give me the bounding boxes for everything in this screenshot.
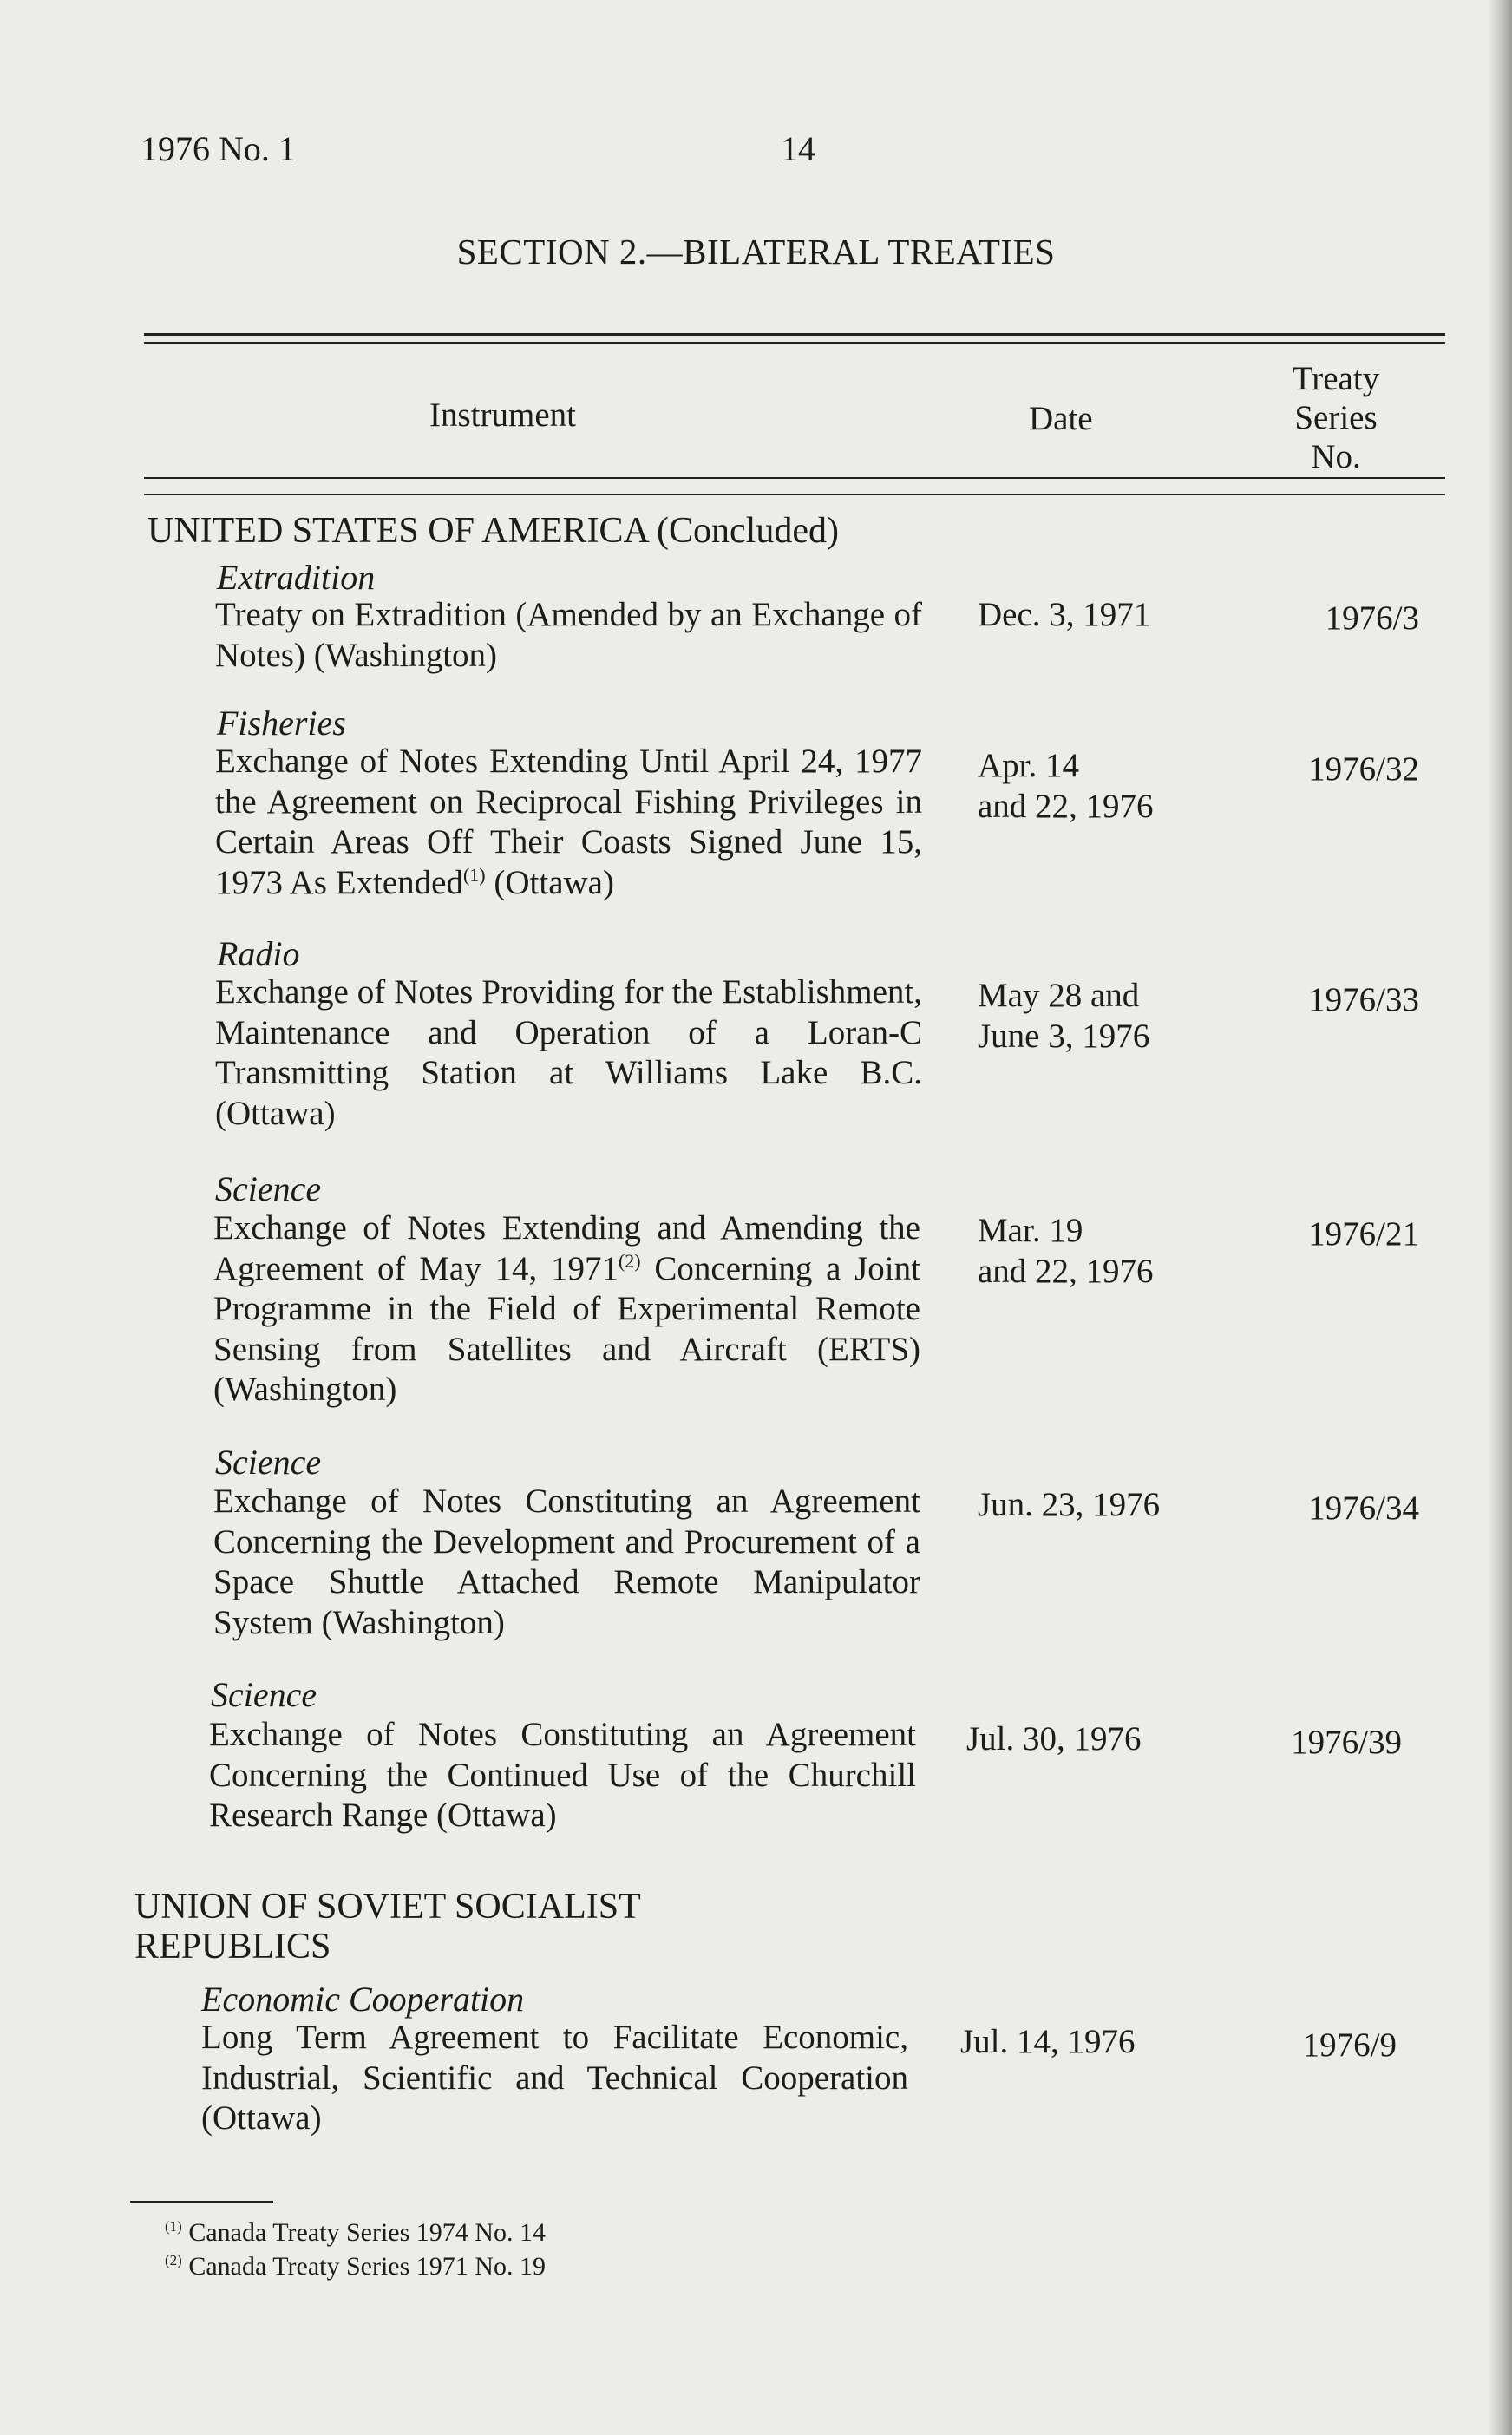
treaty-title-text: (Ottawa) xyxy=(485,863,614,901)
footnote-text: Canada Treaty Series 1974 No. 14 xyxy=(181,2218,546,2247)
treaty-title: Long Term Agreement to Facilitate Economic, Industrial, Scientific and Technical Cooperation (Ottawa) xyxy=(201,2019,908,2137)
treaty-date: Apr. 14 and 22, 1976 xyxy=(978,747,1154,825)
treaty-series-number: 1976/3 xyxy=(1325,599,1419,637)
header-rule-top-double xyxy=(144,342,1445,344)
header-rule-bottom xyxy=(144,477,1445,479)
treaty-date: Dec. 3, 1971 xyxy=(978,596,1151,633)
treaty-title xyxy=(215,742,922,903)
treaty-series-number: 1976/9 xyxy=(1302,2026,1397,2064)
section-title: SECTION 2.—BILATERAL TREATIES xyxy=(456,232,1056,272)
header-rule-bottom-double xyxy=(144,494,1445,495)
footnote xyxy=(165,2252,546,2281)
country-heading-line: REPUBLICS xyxy=(134,1927,331,1967)
category-heading: Fisheries xyxy=(217,704,346,743)
treaty-series-number: 1976/21 xyxy=(1308,1215,1419,1253)
treaty-title-text: Exchange of Notes Extending and Amending the Agreement of May 14, 1971 xyxy=(213,1209,920,1287)
footnote-marker: (1) xyxy=(165,2218,182,2235)
country-heading: UNITED STATES OF AMERICA (Concluded) xyxy=(147,511,839,551)
country-heading-line: UNION OF SOVIET SOCIALIST xyxy=(134,1887,641,1927)
document-reference: 1976 No. 1 xyxy=(141,129,296,168)
footnote-marker: (2) xyxy=(165,2252,182,2268)
treaty-title: Exchange of Notes Providing for the Establishment, Maintenance and Operation of a Loran-C Transmitting Station at Williams Lake B.C. (Ottawa) xyxy=(215,973,922,1132)
category-heading: Science xyxy=(211,1675,317,1714)
treaty-date: Jun. 23, 1976 xyxy=(978,1486,1161,1523)
footnote-text: Canada Treaty Series 1971 No. 19 xyxy=(181,2252,546,2281)
category-heading: Science xyxy=(215,1169,322,1208)
header-rule-top xyxy=(144,333,1445,336)
treaty-date: Jul. 30, 1976 xyxy=(966,1720,1142,1758)
treaty-series-number: 1976/32 xyxy=(1308,750,1419,788)
treaty-title xyxy=(213,1208,920,1411)
footnote-reference: (1) xyxy=(462,863,486,886)
treaty-date: Jul. 14, 1976 xyxy=(960,2023,1136,2060)
footnote-rule xyxy=(130,2201,273,2203)
footnote-reference: (2) xyxy=(618,1249,641,1272)
category-heading: Science xyxy=(215,1443,322,1482)
country-heading xyxy=(134,1887,641,1967)
treaty-title: Exchange of Notes Constituting an Agreement Concerning the Continued Use of the Churchill Research Range (Ottawa) xyxy=(209,1716,916,1834)
series-header-line: No. xyxy=(1311,438,1361,475)
category-heading: Radio xyxy=(217,934,300,973)
treaty-series-number: 1976/34 xyxy=(1308,1489,1419,1527)
page-edge-shadow xyxy=(1488,0,1512,2435)
footnote xyxy=(165,2218,546,2248)
treaty-series-number: 1976/39 xyxy=(1291,1724,1402,1761)
treaty-title-text: Exchange of Notes Extending Until April 24, 1977 the Agreement on Reciprocal Fishing Privileges in Certain Areas Off Their Coasts Signed June 15, 1973 As Extended xyxy=(215,743,922,901)
column-header-series xyxy=(1258,359,1414,476)
page-number: 14 xyxy=(781,129,815,168)
treaty-date: May 28 and June 3, 1976 xyxy=(978,977,1150,1055)
treaty-title: Exchange of Notes Constituting an Agreement Concerning the Development and Procurement of a Space Shuttle Attached Remote Manipulator System (Washington) xyxy=(213,1483,920,1641)
series-header-line: Treaty xyxy=(1292,360,1380,397)
category-heading: Extradition xyxy=(217,558,376,597)
treaty-date: Mar. 19 and 22, 1976 xyxy=(978,1212,1154,1290)
series-header-line: Series xyxy=(1294,399,1378,436)
category-heading: Economic Cooperation xyxy=(201,1980,525,2019)
column-header-date: Date xyxy=(1029,400,1093,437)
treaty-series-number: 1976/33 xyxy=(1308,981,1419,1018)
column-header-instrument: Instrument xyxy=(429,396,576,434)
treaty-title-text: Concerning a Joint Programme in the Field of Experimental Remote Sensing from Satellites and Aircraft (ERTS) (Washington) xyxy=(213,1249,920,1408)
treaty-title: Treaty on Extradition (Amended by an Exchange of Notes) (Washington) xyxy=(215,596,922,674)
